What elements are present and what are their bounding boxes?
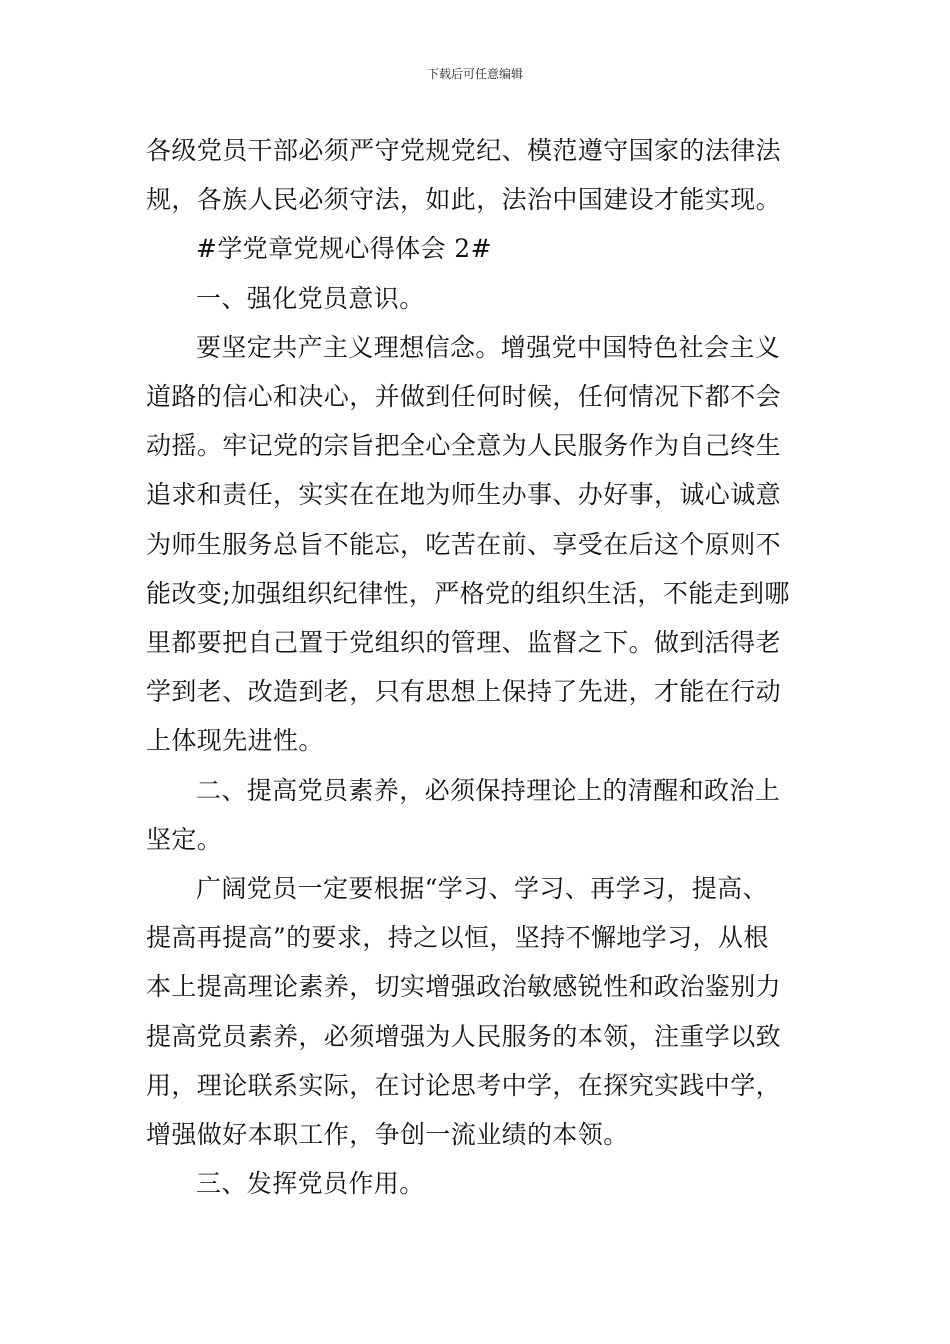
section-heading: 三、发挥党员作用。 bbox=[196, 1169, 425, 1199]
text-line: 能改变;加强组织纪律性，严格党的组织生活，不能走到哪 bbox=[146, 578, 790, 608]
text-line: 学到老、改造到老，只有思想上保持了先进，才能在行动 bbox=[146, 677, 782, 707]
section-heading: 一、强化党员意识。 bbox=[196, 283, 425, 313]
text-line: 为师生服务总旨不能忘，吃苦在前、享受在后这个原则不 bbox=[146, 529, 782, 559]
text-line: 提高再提高”的要求，持之以恒，坚持不懈地学习，从根 bbox=[146, 923, 769, 953]
page-header: 下载后可任意编辑 bbox=[426, 67, 523, 81]
text-line: 提高党员素养，必须增强为人民服务的本领，注重学以致 bbox=[146, 1021, 782, 1051]
section-heading: #学党章党规心得体会 2# bbox=[196, 234, 492, 264]
text-line: 广阔党员一定要根据“学习、学习、再学习，提高、 bbox=[196, 874, 768, 904]
text-line: 道路的信心和决心，并做到任何时候，任何情况下都不会 bbox=[146, 382, 782, 412]
text-line: 规，各族人民必须守法，如此，法治中国建设才能实现。 bbox=[146, 185, 782, 215]
document-body bbox=[146, 126, 810, 1208]
text-line: 本上提高理论素养，切实增强政治敏感锐性和政治鉴别力 bbox=[146, 972, 782, 1002]
text-line: 上体现先进性。 bbox=[146, 726, 324, 756]
text-line: 追求和责任，实实在在地为师生办事、办好事，诚心诚意 bbox=[146, 480, 782, 510]
text-line: 动摇。牢记党的宗旨把全心全意为人民服务作为自己终生 bbox=[146, 431, 782, 461]
text-line: 用，理论联系实际，在讨论思考中学，在探究实践中学， bbox=[146, 1070, 782, 1100]
text-line: 增强做好本职工作，争创一流业绩的本领。 bbox=[146, 1120, 629, 1150]
section-heading: 二、提高党员素养，必须保持理论上的清醒和政治上 bbox=[196, 775, 781, 805]
text-line: 各级党员干部必须严守党规党纪、模范遵守国家的法律法 bbox=[146, 136, 782, 165]
text-line: 坚定。 bbox=[146, 824, 223, 854]
text-line: 里都要把自己置于党组织的管理、监督之下。做到活得老 bbox=[146, 628, 782, 658]
text-line: 要坚定共产主义理想信念。增强党中国特色社会主义 bbox=[196, 332, 781, 362]
